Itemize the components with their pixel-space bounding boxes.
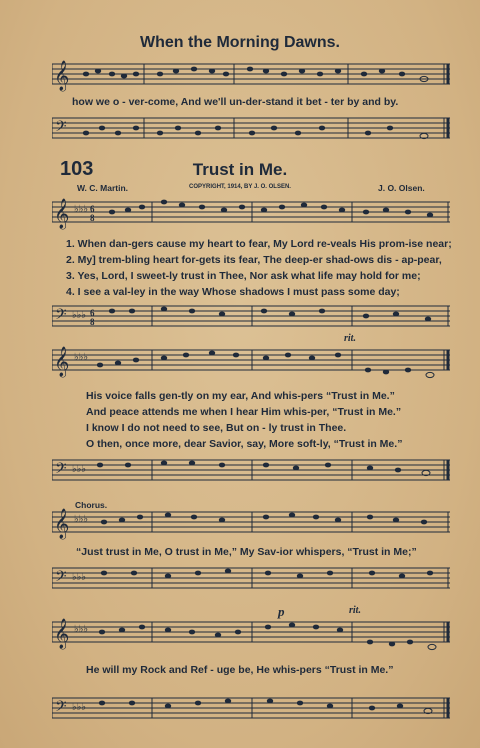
staff-system1-treble — [52, 194, 450, 230]
svg-text:♭♭♭: ♭♭♭ — [72, 310, 87, 321]
ritardando-marking: rit. — [344, 333, 356, 344]
svg-text:8: 8 — [90, 317, 95, 327]
svg-text:𝄞: 𝄞 — [54, 347, 70, 376]
staff-chorus1-bass — [52, 560, 450, 596]
svg-text:♭♭♭: ♭♭♭ — [72, 464, 87, 475]
verse-4-line-b: O then, once more, dear Savior, say, More soft-ly, “Trust in Me.” — [86, 438, 403, 450]
verse-1-line-b: His voice falls gen-tly on my ear, And whis-pers “Trust in Me.” — [86, 390, 395, 402]
staff-system1-bass — [52, 298, 450, 334]
svg-text:𝄢: 𝄢 — [55, 698, 67, 718]
svg-text:8: 8 — [90, 213, 95, 223]
svg-text:𝄞: 𝄞 — [54, 619, 70, 648]
staff-chorus2-bass — [52, 690, 450, 726]
composer-credit: J. O. Olsen. — [378, 183, 425, 193]
svg-text:𝄞: 𝄞 — [54, 509, 70, 538]
hymn-number: 103 — [60, 158, 94, 180]
svg-text:♭♭♭: ♭♭♭ — [74, 624, 89, 635]
chorus-lyric-line-1: “Just trust in Me, O trust in Me,” My Sav-ior whispers, “Trust in Me;” — [76, 546, 417, 558]
hymn-title: Trust in Me. — [192, 160, 288, 179]
staff-system2-bass — [52, 452, 450, 488]
verse-3-line-b: I know I do not need to see, But on - ly trust in Thee. — [86, 422, 347, 434]
verse-2-line-a: 2. My] trem-bling heart for-gets its fear, The deep-er shad-ows dis - ap-pear, — [66, 254, 442, 266]
chorus-lyric-line-2: He will my Rock and Ref - uge be, He whis-pers “Trust in Me.” — [86, 664, 394, 676]
piano-dynamic-marking: p — [278, 604, 285, 619]
chorus-label: Chorus. — [75, 500, 108, 510]
svg-text:𝄢: 𝄢 — [55, 568, 67, 588]
previous-hymn-lyric: how we o - ver-come, And we'll un-der-stand it bet - ter by and by. — [72, 96, 399, 108]
staff-chorus1-treble — [52, 504, 450, 540]
ritardando-marking-chorus: rit. — [349, 605, 361, 616]
verse-3-line-a: 3. Yes, Lord, I sweet-ly trust in Thee, Nor ask what life may hold for me; — [66, 270, 421, 282]
previous-hymn-title: When the Morning Dawns. — [140, 34, 340, 51]
staff-chorus2-treble — [52, 614, 450, 654]
verse-2-line-b: And peace attends me when I hear Him whis-per, “Trust in Me.” — [86, 406, 402, 418]
svg-text:𝄢: 𝄢 — [55, 306, 67, 326]
staff-system2-treble — [52, 342, 450, 382]
svg-text:𝄢: 𝄢 — [55, 118, 67, 138]
verse-4-line-a: 4. I see a val-ley in the way Whose shadows I must pass some day; — [66, 286, 400, 298]
verse-1-line-a: 1. When dan-gers cause my heart to fear, My Lord re-veals His prom-ise near; — [66, 238, 452, 250]
svg-text:6: 6 — [90, 204, 95, 214]
author-credit: W. C. Martin. — [77, 183, 128, 193]
svg-text:𝄞: 𝄞 — [54, 199, 70, 228]
svg-text:♭♭♭: ♭♭♭ — [72, 702, 87, 713]
svg-text:♭♭♭: ♭♭♭ — [72, 572, 87, 583]
staff-previous-bass — [52, 112, 450, 146]
staff-previous-treble — [52, 58, 450, 92]
svg-text:♭♭♭: ♭♭♭ — [74, 514, 89, 525]
svg-text:6: 6 — [90, 308, 95, 318]
copyright-notice: COPYRIGHT, 1914, BY J. O. OLSEN. — [189, 184, 291, 190]
svg-text:♭♭♭: ♭♭♭ — [74, 204, 89, 215]
svg-text:𝄢: 𝄢 — [55, 460, 67, 480]
svg-text:𝄞: 𝄞 — [54, 61, 70, 90]
svg-text:♭♭♭: ♭♭♭ — [74, 352, 89, 363]
